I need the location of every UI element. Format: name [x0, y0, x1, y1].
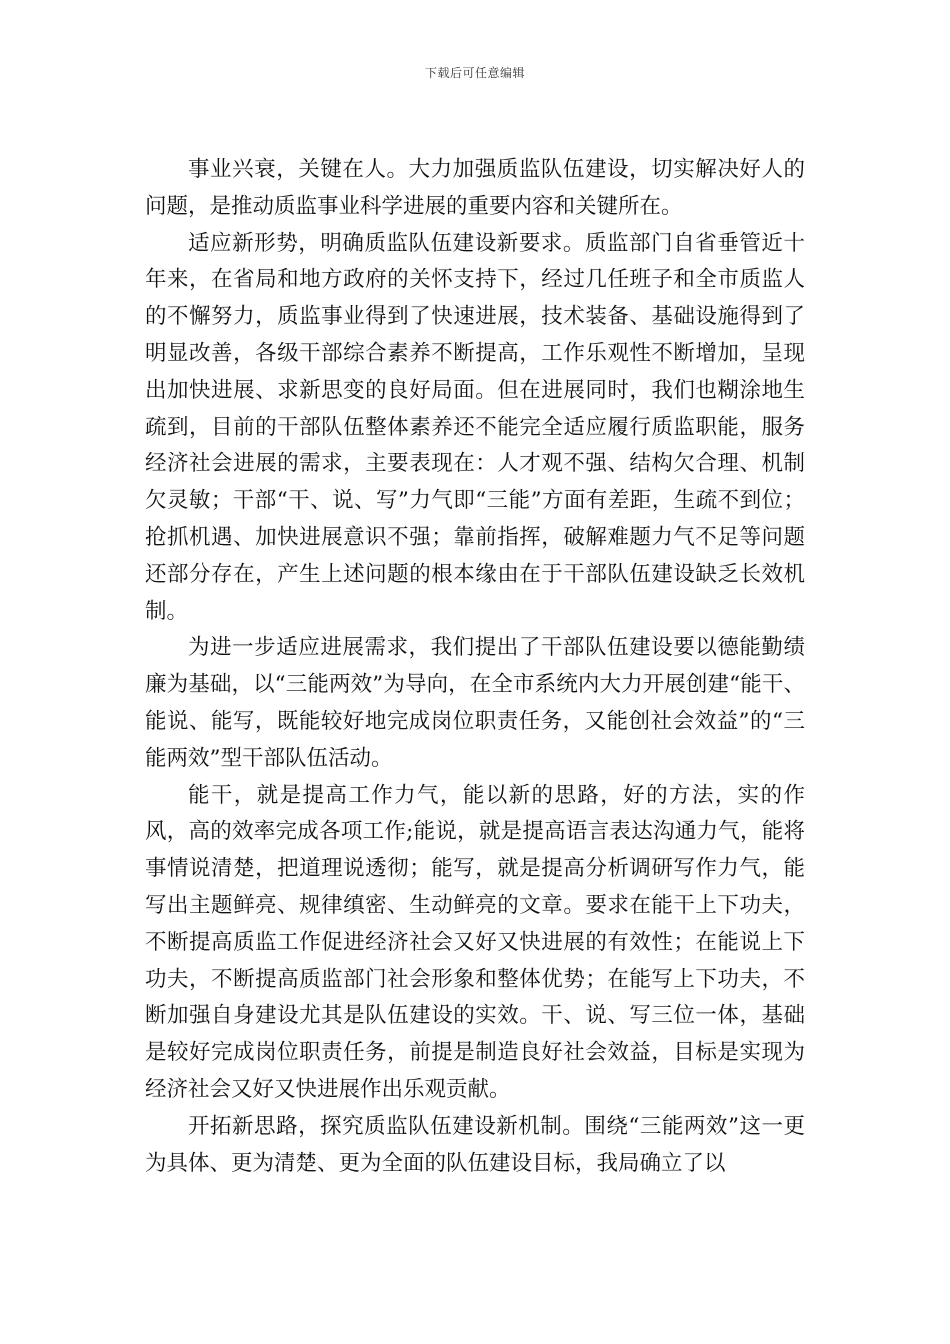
paragraph-4: 能干，就是提高工作力气，能以新的思路，好的方法，实的作风，高的效率完成各项工作;能说，就是提高语言表达沟通力气，能将事情说清楚，把道理说透彻；能写，就是提高分析调研写作力气，能写出主题鲜亮、规律缜密、生动鲜亮的文章。要求在能干上下功夫，不断提高质监工作促进经济社会又好又快进展的有效性；在能说上下功夫，不断提高质监部门社会形象和整体优势；在能写上下功夫，不断加强自身建设尤其是队伍建设的实效。干、说、写三位一体，基础是较好完成岗位职责任务，前提是制造良好社会效益，目标是实现为经济社会又好又快进展作出乐观贡献。 — [145, 782, 805, 1102]
paragraph-5: 开拓新思路，探究质监队伍建设新机制。围绕“三能两效”这一更为具体、更为清楚、更为全面的队伍建设目标，我局确立了以 — [145, 1113, 805, 1176]
page-header: 下载后可任意编辑 — [424, 66, 525, 80]
paragraph-3: 为进一步适应进展需求，我们提出了干部队伍建设要以德能勤绩廉为基础，以“三能两效”为导向，在全市系统内大力开展创建“能干、能说、能写，既能较好地完成岗位职责任务，又能创社会效益”的“三能两效”型干部队伍活动。 — [145, 635, 805, 771]
document-body — [145, 152, 805, 1182]
paragraph-2: 适应新形势，明确质监队伍建设新要求。质监部门自省垂管近十年来，在省局和地方政府的关怀支持下，经过几任班子和全市质监人的不懈努力，质监事业得到了快速进展，技术装备、基础设施得到了明显改善，各级干部综合素养不断提高，工作乐观性不断增加，呈现出加快进展、求新思变的良好局面。但在进展同时，我们也糊涂地生疏到，目前的干部队伍整体素养还不能完全适应履行质监职能，服务经济社会进展的需求，主要表现在：人才观不强、结构欠合理、机制欠灵敏；干部“干、说、写”力气即“三能”方面有差距，生疏不到位；抢抓机遇、加快进展意识不强；靠前指挥，破解难题力气不足等问题还部分存在，产生上述问题的根本缘由在于干部队伍建设缺乏长效机制。 — [145, 230, 805, 624]
paragraph-1: 事业兴衰，关键在人。大力加强质监队伍建设，切实解决好人的问题，是推动质监事业科学进展的重要内容和关键所在。 — [145, 157, 805, 219]
